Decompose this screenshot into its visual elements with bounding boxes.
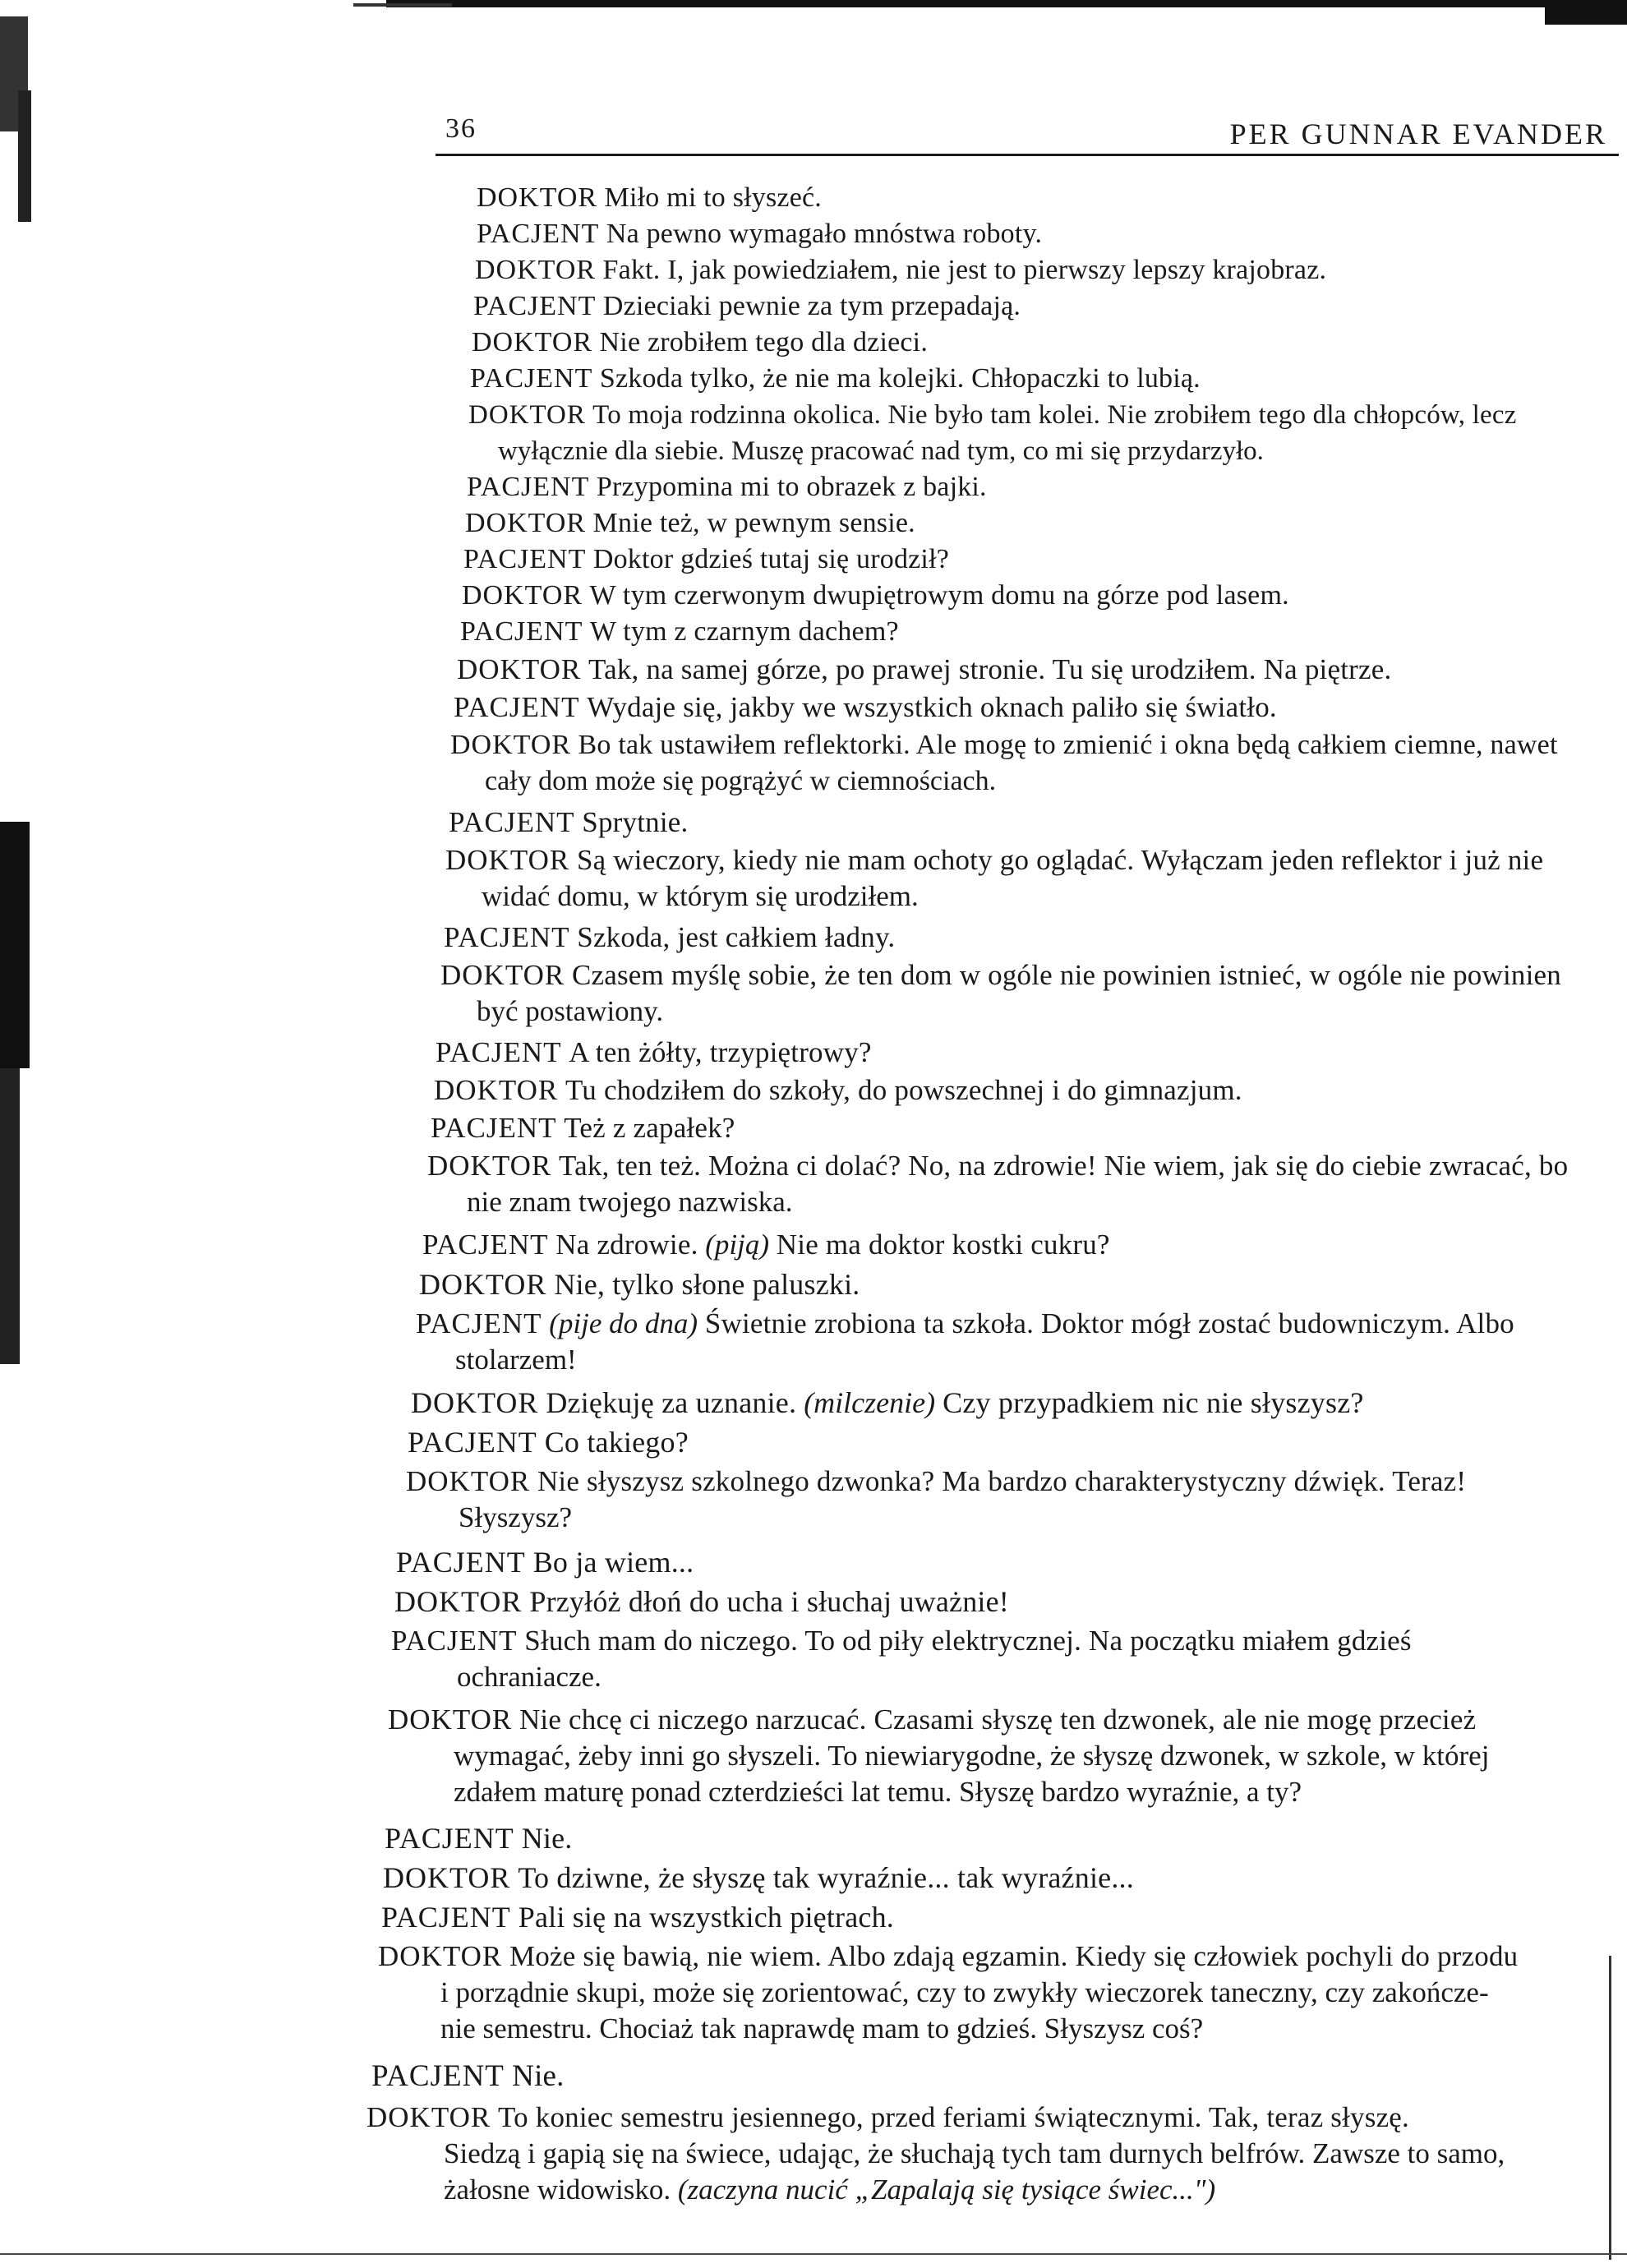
dialogue-line bbox=[411, 1385, 1364, 1421]
speaker-name: DOKTOR bbox=[440, 959, 565, 991]
speaker-name: DOKTOR bbox=[434, 1074, 559, 1106]
speaker-name: PACJENT bbox=[477, 219, 600, 249]
dialogue-line bbox=[381, 1899, 894, 1935]
line-text: To koniec semestru jesiennego, przed feriami świątecznymi. Tak, teraz słyszę. bbox=[497, 2101, 1409, 2133]
line-text: Nie słyszysz szkolnego dzwonka? Ma bardzo charakterystyczny dźwięk. Teraz! bbox=[537, 1465, 1467, 1497]
speaker-name: PACJENT bbox=[396, 1546, 526, 1579]
speaker-name: PACJENT bbox=[473, 291, 597, 321]
dialogue-line bbox=[422, 1227, 1110, 1263]
dialogue-line bbox=[473, 288, 1021, 325]
line-continuation-text: żałosne widowisko. bbox=[444, 2174, 671, 2206]
line-text: Są wieczory, kiedy nie mam ochoty go oglądać. Wyłączam jeden reflektor i już nie bbox=[576, 844, 1544, 876]
dialogue-line bbox=[431, 1110, 735, 1146]
line-continuation: Słyszysz? bbox=[459, 1501, 573, 1533]
speaker-name: DOKTOR bbox=[468, 400, 586, 430]
line-text: Może się bawią, nie wiem. Albo zdają egzamin. Kiedy się człowiek pochyli do przodu bbox=[509, 1940, 1519, 1972]
speaker-name: DOKTOR bbox=[465, 508, 587, 538]
speaker-name: DOKTOR bbox=[419, 1268, 547, 1301]
line-text: Czasem myślę sobie, że ten dom w ogóle nie powinien istnieć, w ogóle nie powinien bbox=[571, 959, 1561, 991]
dialogue-line bbox=[449, 804, 688, 841]
line-continuation: nie semestru. Chociaż tak naprawdę mam to gdzieś. Słyszysz coś? bbox=[440, 2012, 1204, 2044]
speaker-name: DOKTOR bbox=[406, 1465, 531, 1497]
speaker-name: DOKTOR bbox=[472, 327, 593, 357]
line-text: Wydaje się, jakby we wszystkich oknach paliło się światło. bbox=[587, 691, 1277, 723]
speaker-name: DOKTOR bbox=[394, 1585, 523, 1618]
dialogue-line bbox=[477, 216, 1042, 252]
stage-direction: (milczenie) bbox=[804, 1386, 936, 1419]
dialogue-line bbox=[391, 1623, 1412, 1695]
line-text: Mnie też, w pewnym sensie. bbox=[592, 508, 915, 538]
speaker-name: PACJENT bbox=[385, 1822, 514, 1855]
speaker-name: PACJENT bbox=[371, 2059, 505, 2093]
line-continuation: stolarzem! bbox=[455, 1344, 577, 1376]
stage-direction: (zaczyna nucić „Zapalają się tysiące świec...") bbox=[677, 2174, 1216, 2206]
speaker-name: PACJENT bbox=[422, 1228, 549, 1261]
dialogue-line bbox=[378, 1938, 1518, 2047]
line-continuation: i porządnie skupi, może się zorientować, czy to zwykły wieczorek taneczny, czy zakończe- bbox=[440, 1976, 1489, 2008]
dialogue-line bbox=[408, 1424, 689, 1460]
line-text: Pali się na wszystkich piętrach. bbox=[518, 1901, 894, 1934]
speaker-name: DOKTOR bbox=[477, 182, 598, 213]
dialogue-line bbox=[444, 920, 895, 956]
speaker-name: PACJENT bbox=[381, 1901, 511, 1934]
stage-direction: (pije do dna) bbox=[549, 1307, 698, 1339]
line-text: Bo ja wiem... bbox=[532, 1546, 694, 1579]
line-text: Nie. bbox=[521, 1822, 573, 1855]
speaker-name: PACJENT bbox=[416, 1307, 542, 1339]
line-text-tail: Czy przypadkiem nic nie słyszysz? bbox=[943, 1386, 1364, 1419]
line-text: Miło mi to słyszeć. bbox=[604, 182, 822, 213]
running-head: PER GUNNAR EVANDER bbox=[1229, 118, 1607, 150]
line-text: Tu chodziłem do szkoły, do powszechnej i do gimnazjum. bbox=[565, 1074, 1242, 1106]
speaker-name: PACJENT bbox=[391, 1625, 518, 1657]
speaker-name: DOKTOR bbox=[462, 580, 583, 611]
line-text-tail: Świetnie zrobiona ta szkoła. Doktor mógł zostać budowniczym. Albo bbox=[704, 1307, 1514, 1339]
dialogue-line bbox=[462, 578, 1289, 614]
speaker-name: DOKTOR bbox=[475, 255, 597, 285]
line-text: Na zdrowie. bbox=[555, 1228, 698, 1261]
dialogue-line bbox=[445, 842, 1543, 915]
line-text: To dziwne, że słyszę tak wyraźnie... tak wyraźnie... bbox=[518, 1861, 1134, 1894]
speaker-name: DOKTOR bbox=[383, 1861, 511, 1894]
dialogue-line bbox=[470, 361, 1201, 397]
line-text: Też z zapałek? bbox=[564, 1112, 735, 1144]
line-continuation: wymagać, żeby inni go słyszeli. To niewiarygodne, że słyszę dzwonek, w szkole, w której bbox=[454, 1740, 1490, 1772]
dialogue-line bbox=[434, 1072, 1242, 1109]
speaker-name: PACJENT bbox=[444, 921, 570, 953]
dialogue-line bbox=[475, 252, 1326, 288]
line-continuation bbox=[366, 2172, 1505, 2208]
dialogue-line bbox=[388, 1702, 1489, 1810]
speaker-name: PACJENT bbox=[408, 1426, 537, 1459]
dialogue-line bbox=[477, 180, 822, 216]
dialogue-line bbox=[371, 2058, 565, 2095]
line-continuation: widać domu, w którym się urodziłem. bbox=[482, 880, 919, 912]
line-continuation: cały dom może się pogrążyć w ciemnościach. bbox=[485, 766, 997, 796]
line-continuation: nie znam twojego nazwiska. bbox=[467, 1186, 793, 1218]
dialogue-line bbox=[454, 689, 1277, 726]
line-text: To moja rodzinna okolica. Nie było tam kolei. Nie zrobiłem tego dla chłopców, lecz bbox=[592, 400, 1517, 430]
speaker-name: PACJENT bbox=[449, 806, 575, 838]
line-text: Bo tak ustawiłem reflektorki. Ale mogę to zmienić i okna będą całkiem ciemne, nawet bbox=[578, 730, 1558, 760]
speaker-name: DOKTOR bbox=[378, 1940, 503, 1972]
dialogue-line bbox=[463, 542, 949, 578]
line-text: Doktor gdzieś tutaj się urodził? bbox=[592, 544, 950, 574]
line-continuation: Siedzą i gapią się na świece, udając, że słuchają tych tam durnych belfrów. Zawsze to samo, bbox=[444, 2137, 1505, 2169]
line-continuation: wyłącznie dla siebie. Muszę pracować nad tym, co mi się przydarzyło. bbox=[498, 436, 1264, 466]
line-text: Przyłóż dłoń do ucha i słuchaj uważnie! bbox=[529, 1585, 1009, 1618]
speaker-name: PACJENT bbox=[463, 544, 587, 574]
dialogue-line bbox=[460, 614, 899, 650]
line-text: Nie. bbox=[512, 2059, 565, 2093]
line-text: Tak, ten też. Można ci dolać? No, na zdrowie! Nie wiem, jak się do ciebie zwracać, bo bbox=[558, 1150, 1569, 1182]
line-text: W tym z czarnym dachem? bbox=[589, 616, 899, 647]
speaker-name: DOKTOR bbox=[411, 1386, 539, 1419]
line-text: Co takiego? bbox=[544, 1426, 689, 1459]
speaker-name: DOKTOR bbox=[450, 730, 572, 760]
line-text: Przypomina mi to obrazek z bajki. bbox=[596, 472, 987, 502]
line-continuation: zdałem maturę ponad czterdzieści lat temu. Słyszę bardzo wyraźnie, a ty? bbox=[454, 1776, 1302, 1808]
line-continuation: ochraniacze. bbox=[457, 1661, 601, 1693]
line-text: Tak, na samej górze, po prawej stronie. Tu się urodziłem. Na piętrze. bbox=[588, 653, 1392, 685]
dialogue-line bbox=[383, 1860, 1134, 1896]
dialogue-line bbox=[465, 505, 915, 542]
speaker-name: PACJENT bbox=[470, 363, 593, 394]
line-text: Sprytnie. bbox=[582, 806, 689, 838]
line-text: W tym czerwonym dwupiętrowym domu na górze pod lasem. bbox=[589, 580, 1289, 611]
speaker-name: PACJENT bbox=[460, 616, 583, 647]
dialogue-line bbox=[427, 1148, 1568, 1220]
line-continuation: być postawiony. bbox=[477, 995, 664, 1027]
dialogue-line bbox=[457, 652, 1391, 688]
speaker-name: PACJENT bbox=[431, 1112, 557, 1144]
line-text: Szkoda tylko, że nie ma kolejki. Chłopaczki to lubią. bbox=[599, 363, 1201, 394]
line-text: Nie, tylko słone paluszki. bbox=[554, 1268, 860, 1301]
dialogue-line bbox=[396, 1544, 694, 1580]
line-text: Szkoda, jest całkiem ładny. bbox=[577, 921, 896, 953]
speaker-name: DOKTOR bbox=[388, 1703, 513, 1736]
speaker-name: PACJENT bbox=[467, 472, 590, 502]
line-text: A ten żółty, trzypiętrowy? bbox=[569, 1036, 872, 1068]
speaker-name: DOKTOR bbox=[366, 2101, 491, 2133]
dialogue-line bbox=[436, 1035, 872, 1071]
speaker-name: PACJENT bbox=[454, 691, 580, 723]
line-text: Nie zrobiłem tego dla dzieci. bbox=[599, 327, 929, 357]
line-text: Słuch mam do niczego. To od piły elektrycznej. Na początku miałem gdzieś bbox=[524, 1625, 1412, 1657]
dialogue-line bbox=[416, 1306, 1514, 1378]
dialogue-line bbox=[394, 1583, 1009, 1620]
speaker-name: DOKTOR bbox=[445, 844, 570, 876]
line-text-tail: Nie ma doktor kostki cukru? bbox=[776, 1228, 1110, 1261]
speaker-name: PACJENT bbox=[436, 1036, 562, 1068]
dialogue-line bbox=[419, 1266, 860, 1302]
line-text: Na pewno wymagało mnóstwa roboty. bbox=[606, 219, 1043, 249]
dialogue-line bbox=[472, 325, 928, 361]
dialogue-line bbox=[385, 1820, 573, 1856]
dialogue-line bbox=[406, 1464, 1466, 1536]
line-text: Dziękuję za uznanie. bbox=[546, 1386, 797, 1419]
dialogue-line bbox=[366, 2100, 1505, 2208]
line-text: Dzieciaki pewnie za tym przepadają. bbox=[602, 291, 1021, 321]
stage-direction: (piją) bbox=[705, 1228, 770, 1261]
page-number: 36 bbox=[445, 113, 477, 144]
dialogue-line bbox=[450, 727, 1558, 800]
line-text: Nie chcę ci niczego narzucać. Czasami słyszę ten dzwonek, ale nie mogę przecież bbox=[519, 1703, 1477, 1736]
dialogue-line bbox=[440, 957, 1561, 1030]
speaker-name: DOKTOR bbox=[427, 1150, 552, 1182]
line-text: Fakt. I, jak powiedziałem, nie jest to pierwszy lepszy krajobraz. bbox=[602, 255, 1327, 285]
dialogue-line bbox=[467, 469, 987, 505]
speaker-name: DOKTOR bbox=[457, 653, 582, 685]
dialogue-line bbox=[468, 397, 1517, 469]
